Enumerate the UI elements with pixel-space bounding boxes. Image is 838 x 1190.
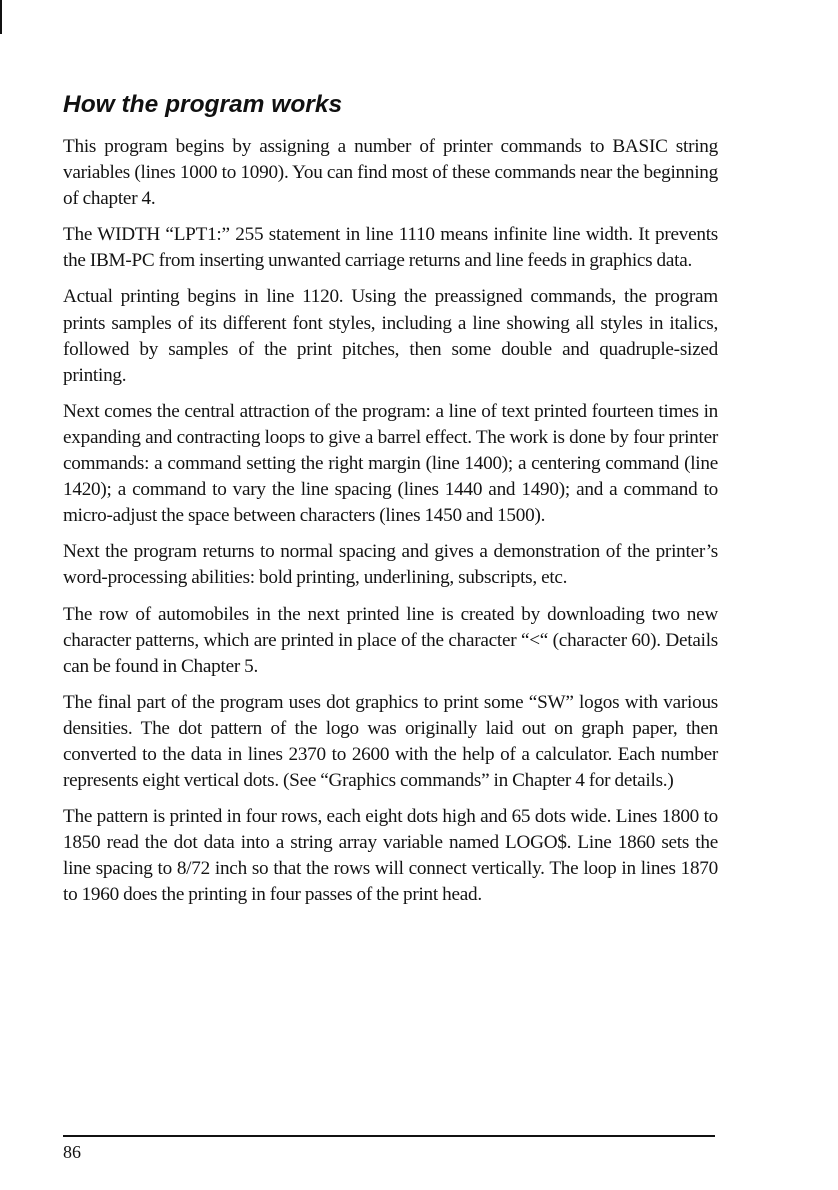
page-edge-mark <box>0 0 2 34</box>
page-number: 86 <box>63 1142 81 1162</box>
section-heading: How the program works <box>63 91 343 118</box>
paragraph-width-statement: The WIDTH “LPT1:” 255 statement in line 1110 means infinite line width. It prevents the IBM-PC from inserting unwanted carriage returns and line feeds in graphics data. <box>63 224 718 272</box>
paragraph-string-variables: This program begins by assigning a number of printer commands to BASIC string variables (lines 1000 to 1090). You can find most of these commands near the beginning of chapter 4. <box>63 136 718 210</box>
footer-rule <box>63 1135 715 1137</box>
paragraph-automobiles: The row of automobiles in the next printed line is created by downloading two new character patterns, which are printed in place of the character “<“ (character 60). Details can be found in Chapter 5. <box>63 603 718 677</box>
paragraph-pattern-rows: The pattern is printed in four rows, each eight dots high and 65 dots wide. Lines 1800 to 1850 read the dot data into a string array variable named LOGO$. Line 1860 sets the line spacing to 8/72 inch so that the rows will connect vertically. The loop in lines 1870 to 1960 does the printing in four passes of the print head. <box>63 806 718 906</box>
paragraph-word-processing: Next the program returns to normal spacing and gives a demonstration of the printer’s word-processing abilities: bold printing, underlining, subscripts, etc. <box>63 541 718 589</box>
paragraph-barrel-effect: Next comes the central attraction of the program: a line of text printed fourteen times in expanding and contracting loops to give a barrel effect. The work is done by four printer commands: a command setting the right margin (line 1400); a centering command (line 1420); a command to vary the line spacing (lines 1440 and 1490); and a command to micro-adjust the space between characters (lines 1450 and 1500). <box>63 400 718 527</box>
paragraph-dot-graphics: The final part of the program uses dot graphics to print some “SW” logos with various densities. The dot pattern of the logo was originally laid out on graph paper, then converted to the data in lines 2370 to 2600 with the help of a calculator. Each number represents eight vertical dots. (See “Graphics commands” in Chapter 4 for details.) <box>63 691 718 792</box>
paragraph-actual-printing: Actual printing begins in line 1120. Using the preassigned commands, the program prints samples of its different font styles, including a line showing all styles in italics, followed by samples of the print pitches, then some double and quadruple-sized printing. <box>63 286 718 386</box>
body-text <box>63 134 718 919</box>
